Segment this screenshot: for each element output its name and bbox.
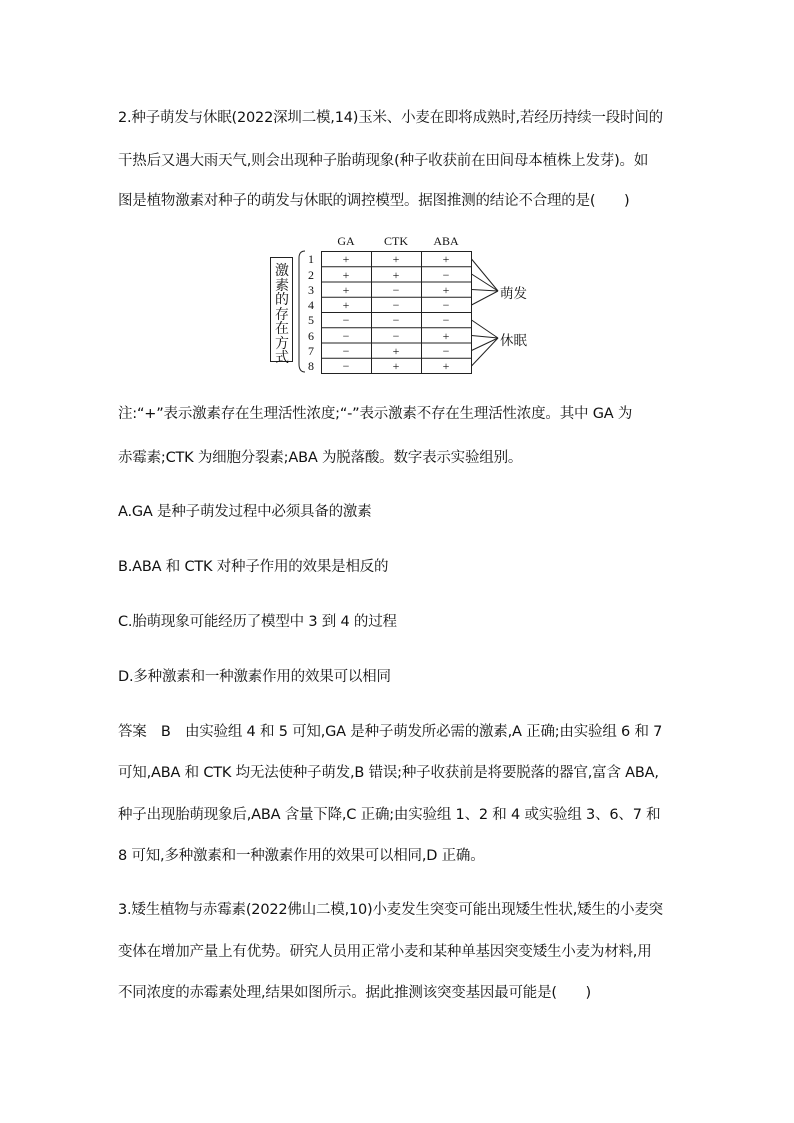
question-2-line-2: 干热后又遇大雨天气,则会出现种子胎萌现象(种子收获前在田间母本植株上发芽)。如 [118,153,649,169]
table-cell: + [342,282,350,297]
vlabel-char: 式 [275,350,289,366]
dormancy-label: 休眠 [500,333,527,349]
table-cell: + [392,252,400,266]
column-header-ga: GA [337,234,355,248]
germination-label: 萌发 [500,286,527,302]
table-cell: − [392,298,400,312]
table-cell: − [342,313,350,327]
vlabel-char: 的 [275,292,289,308]
answer-line-2: 可知,ABA 和 CTK 均无法使种子萌发,B 错误;种子收获前是将要脱落的器官,富含 ABA, [118,765,659,781]
row-number: 5 [308,313,314,327]
table-cell: − [442,343,450,358]
option-b: B.ABA 和 CTK 对种子作用的效果是相反的 [118,559,389,575]
vlabel-char: 素 [275,277,289,294]
column-header-ctk: CTK [384,234,408,248]
row-number: 3 [308,282,314,297]
table-cell: + [442,359,450,373]
vlabel-char: 在 [275,321,289,337]
column-header-aba: ABA [433,234,459,248]
table-cell: + [342,267,350,282]
table-cell: + [342,298,350,312]
table-cell: + [342,252,350,266]
table-cell: − [342,343,350,358]
table-cell: + [392,343,400,358]
answer-line-4: 8 可知,多种激素和一种激素作用的效果可以相同,D 正确。 [118,848,485,864]
table-cell: + [442,282,450,297]
question-3-line-2: 变体在增加产量上有优势。研究人员用正常小麦和某种单基因突变矮生小麦为材料,用 [118,944,652,960]
row-number: 7 [308,343,314,358]
note-line-1: 注:“+”表示激素存在生理活性浓度;“-”表示激素不存在生理活性浓度。其中 GA 为 [118,406,633,422]
table-cell: − [392,313,400,327]
answer-line-3: 种子出现胎萌现象后,ABA 含量下降,C 正确;由实验组 1、2 和 4 或实验组 3、6、7 和 [118,807,661,823]
table-cell: − [442,267,450,282]
table-cell: − [442,313,450,327]
option-d: D.多种激素和一种激素作用的效果可以相同 [118,669,391,685]
option-c: C.胎萌现象可能经历了模型中 3 到 4 的过程 [118,614,397,630]
answer-line-1: 答案 B 由实验组 4 和 5 可知,GA 是种子萌发所必需的激素,A 正确;由实验组 6 和 7 [118,724,663,740]
table-cell: + [442,252,450,266]
row-number: 6 [308,328,314,343]
table-cell: − [342,359,350,373]
row-number: 4 [308,298,314,312]
vlabel-char: 方 [275,335,289,352]
question-2-line-1: 2.种子萌发与休眠(2022深圳二模,14)玉米、小麦在即将成熟时,若经历持续一段时间的 [118,110,663,126]
table-cell: + [392,267,400,282]
note-line-2: 赤霉素;CTK 为细胞分裂素;ABA 为脱落酸。数字表示实验组别。 [118,450,523,466]
table-cell: + [392,359,400,373]
table-cell: − [392,282,400,297]
row-number: 2 [308,267,314,282]
table-cell: − [342,328,350,343]
vlabel-char: 激 [275,263,289,279]
vlabel-char: 存 [275,306,289,323]
hormone-presence-vertical-label [273,264,291,366]
hormone-regulation-figure [268,232,538,378]
question-3-line-1: 3.矮生植物与赤霉素(2022佛山二模,10)小麦发生突变可能出现矮生性状,矮生的小麦突 [118,902,663,918]
row-number: 1 [308,252,314,266]
row-number: 8 [308,359,314,373]
option-a: A.GA 是种子萌发过程中必须具备的激素 [118,504,372,520]
table-cell: − [392,328,400,343]
question-2-line-3: 图是植物激素对种子的萌发与休眠的调控模型。据图推测的结论不合理的是( ) [118,193,630,209]
table-cell: − [442,298,450,312]
question-3-line-3: 不同浓度的赤霉素处理,结果如图所示。据此推测该突变基因最可能是( ) [118,985,591,1001]
table-cell: + [442,328,450,343]
